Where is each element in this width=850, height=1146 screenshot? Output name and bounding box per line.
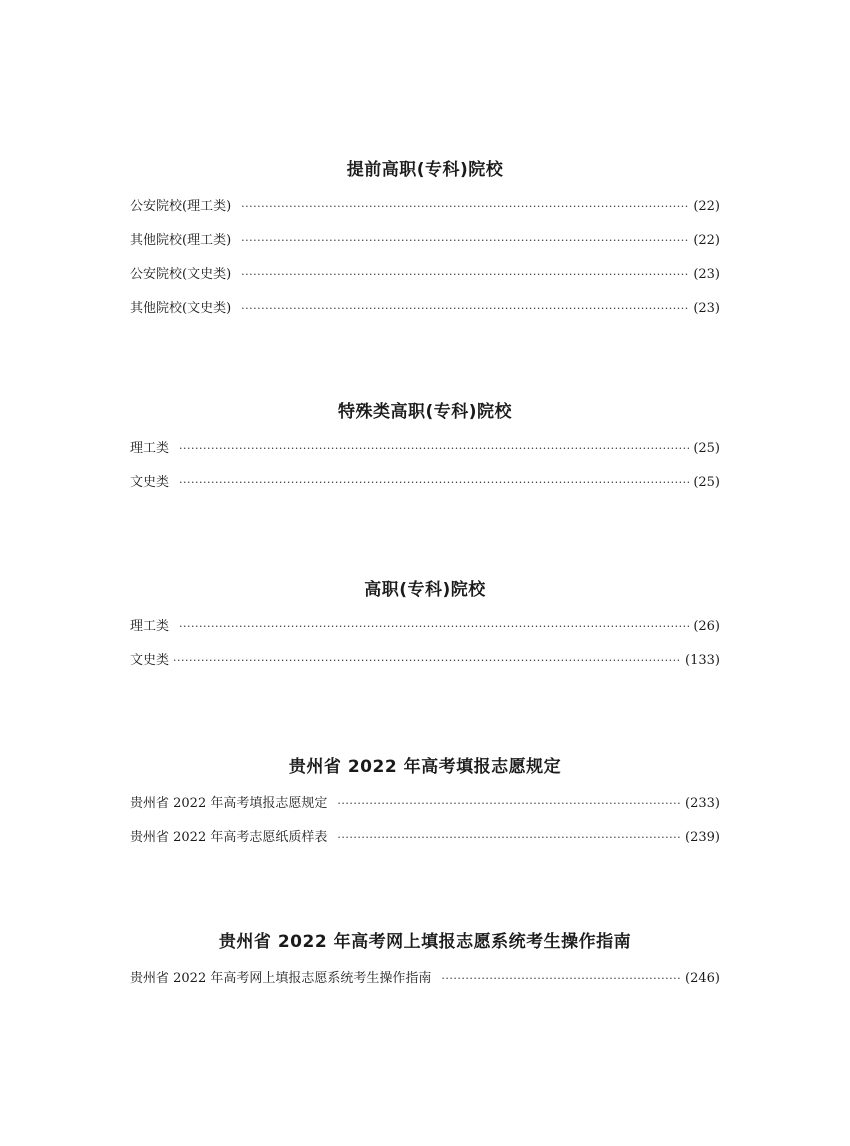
toc-entry-page: (246) <box>685 971 720 986</box>
toc-entry[interactable] <box>130 821 720 855</box>
toc-entry[interactable] <box>130 787 720 821</box>
dot-leader <box>179 466 689 500</box>
toc-entry-page: (22) <box>693 233 720 248</box>
toc-entry-label: 其他院校(理工类) <box>130 233 232 248</box>
dot-leader <box>179 432 689 466</box>
toc-entry-label: 其他院校(文史类) <box>130 301 232 316</box>
toc-entry-page: (26) <box>693 619 720 634</box>
toc-entry-label: 贵州省 2022 年高考网上填报志愿系统考生操作指南 <box>130 971 432 986</box>
toc-entry-label: 公安院校(文史类) <box>130 267 232 282</box>
section-title: 特殊类高职(专科)院校 <box>337 402 513 422</box>
toc-entry[interactable] <box>130 432 720 466</box>
toc-entry[interactable] <box>130 292 720 326</box>
dot-leader <box>241 292 689 326</box>
toc-entry-page: (133) <box>685 653 720 668</box>
toc-entry-page: (23) <box>693 301 720 316</box>
toc-entry-page: (233) <box>685 796 720 811</box>
section-title: 高职(专科)院校 <box>364 580 486 600</box>
toc-section-application-rules <box>130 755 720 855</box>
dot-leader <box>337 787 681 821</box>
toc-entry-label: 理工类 <box>130 619 170 634</box>
dot-leader <box>241 258 689 292</box>
toc-entry[interactable] <box>130 190 720 224</box>
toc-entry-label: 理工类 <box>130 441 170 456</box>
toc-section-advance-vocational <box>130 158 720 326</box>
section-title: 提前高职(专科)院校 <box>346 160 504 180</box>
toc-entry-label: 贵州省 2022 年高考志愿纸质样表 <box>130 830 328 845</box>
section-title: 贵州省 2022 年高考填报志愿规定 <box>288 757 562 777</box>
dot-leader <box>179 610 689 644</box>
toc-section-special-vocational <box>130 400 720 500</box>
toc-entry-page: (239) <box>685 830 720 845</box>
toc-entry-page: (23) <box>693 267 720 282</box>
toc-entry-label: 贵州省 2022 年高考填报志愿规定 <box>130 796 328 811</box>
toc-entry-label: 公安院校(理工类) <box>130 199 232 214</box>
toc-section-online-guide <box>130 930 720 996</box>
toc-entry[interactable] <box>130 644 720 678</box>
toc-entry-page: (25) <box>693 441 720 456</box>
dot-leader <box>441 962 681 996</box>
toc-entry[interactable] <box>130 610 720 644</box>
dot-leader <box>173 644 681 678</box>
toc-entry-page: (25) <box>693 475 720 490</box>
toc-section-vocational <box>130 578 720 678</box>
toc-entry-label: 文史类 <box>130 475 170 490</box>
dot-leader <box>337 821 681 855</box>
toc-entry[interactable] <box>130 258 720 292</box>
dot-leader <box>241 190 689 224</box>
section-title: 贵州省 2022 年高考网上填报志愿系统考生操作指南 <box>218 932 632 952</box>
toc-entry-label: 文史类 <box>130 653 170 668</box>
toc-entry[interactable] <box>130 466 720 500</box>
dot-leader <box>241 224 689 258</box>
toc-entry[interactable] <box>130 962 720 996</box>
toc-entry[interactable] <box>130 224 720 258</box>
toc-entry-page: (22) <box>693 199 720 214</box>
